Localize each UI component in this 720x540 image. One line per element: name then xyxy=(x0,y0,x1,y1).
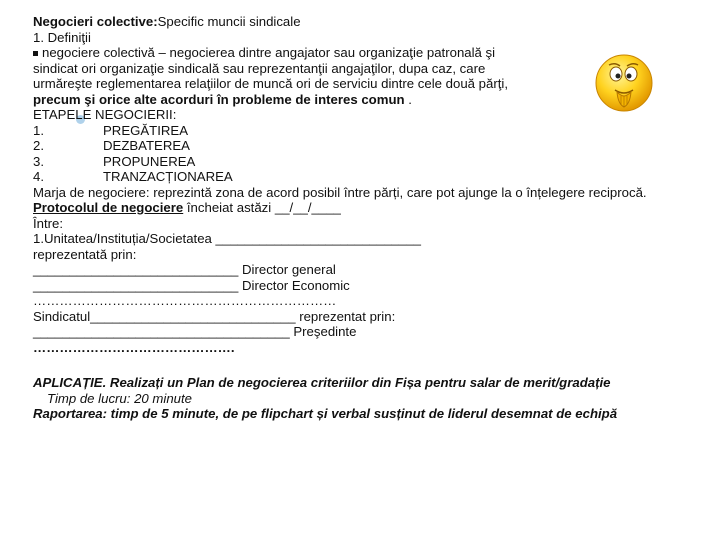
document-body xyxy=(33,14,703,422)
document-title: Negocieri colective:Specific muncii sindicale xyxy=(33,14,301,29)
definition-line-3: urmăreşte reglementarea relaţiilor de muncă ori de serviciu dintre cele două părţi, xyxy=(33,76,508,91)
stage-item: 1. PREGĂTIREA xyxy=(33,122,189,138)
between-label: Între: xyxy=(33,215,64,231)
dots-line: …………………………………………………………… xyxy=(33,293,337,308)
represented-by: reprezentată prin: xyxy=(33,246,137,262)
definition-heading: 1. Definiţii xyxy=(33,29,91,45)
square-bullet-icon xyxy=(33,51,38,56)
stage-item: 4. TRANZACȚIONAREA xyxy=(33,169,233,184)
report-instructions: Raportarea: timp de 5 minute, de pe flipchart și verbal susținut de liderul desemnat de echipă xyxy=(33,406,618,421)
president-line: ___________________________________ Preşedinte xyxy=(33,324,357,339)
stages-heading: ETAPELE NEGOCIERII: xyxy=(33,107,177,122)
definition-line-1: negociere colectivă – negocierea dintre angajator sau organizaţie patronală şi xyxy=(33,45,703,61)
stage-item: 2. DEZBATEREA xyxy=(33,138,190,153)
company-line: 1.Unitatea/Instituția/Societatea ____________________________ xyxy=(33,231,421,246)
negotiation-margin: Marja de negociere: reprezintă zona de acord posibil între părți, care pot ajunge la o înțelegere reciprocă. xyxy=(33,184,647,200)
definition-line-4: precum şi orice alte acorduri în probleme de interes comun . xyxy=(33,91,412,107)
bold-dots-line: ………………………………………. xyxy=(33,339,235,355)
work-time: Timp de lucru: 20 minute xyxy=(47,390,193,406)
definition-line-2: sindicat ori organizaţie sindicală sau reprezentanţii angajaţilor, dupa caz, care xyxy=(33,60,486,76)
application-task: APLICAȚIE. Realizați un Plan de negocierea criteriilor din Fișa pentru salar de merit/gradație xyxy=(33,375,611,390)
spacer xyxy=(33,355,703,375)
director-economic-line: ____________________________ Director Economic xyxy=(33,277,350,293)
director-general-line: ____________________________ Director general xyxy=(33,262,336,277)
stage-item: 3. PROPUNEREA xyxy=(33,153,196,169)
union-line: Sindicatul____________________________ reprezentat prin: xyxy=(33,308,396,324)
protocol-line: Protocolul de negociere încheiat astăzi __/__/____ xyxy=(33,200,341,215)
